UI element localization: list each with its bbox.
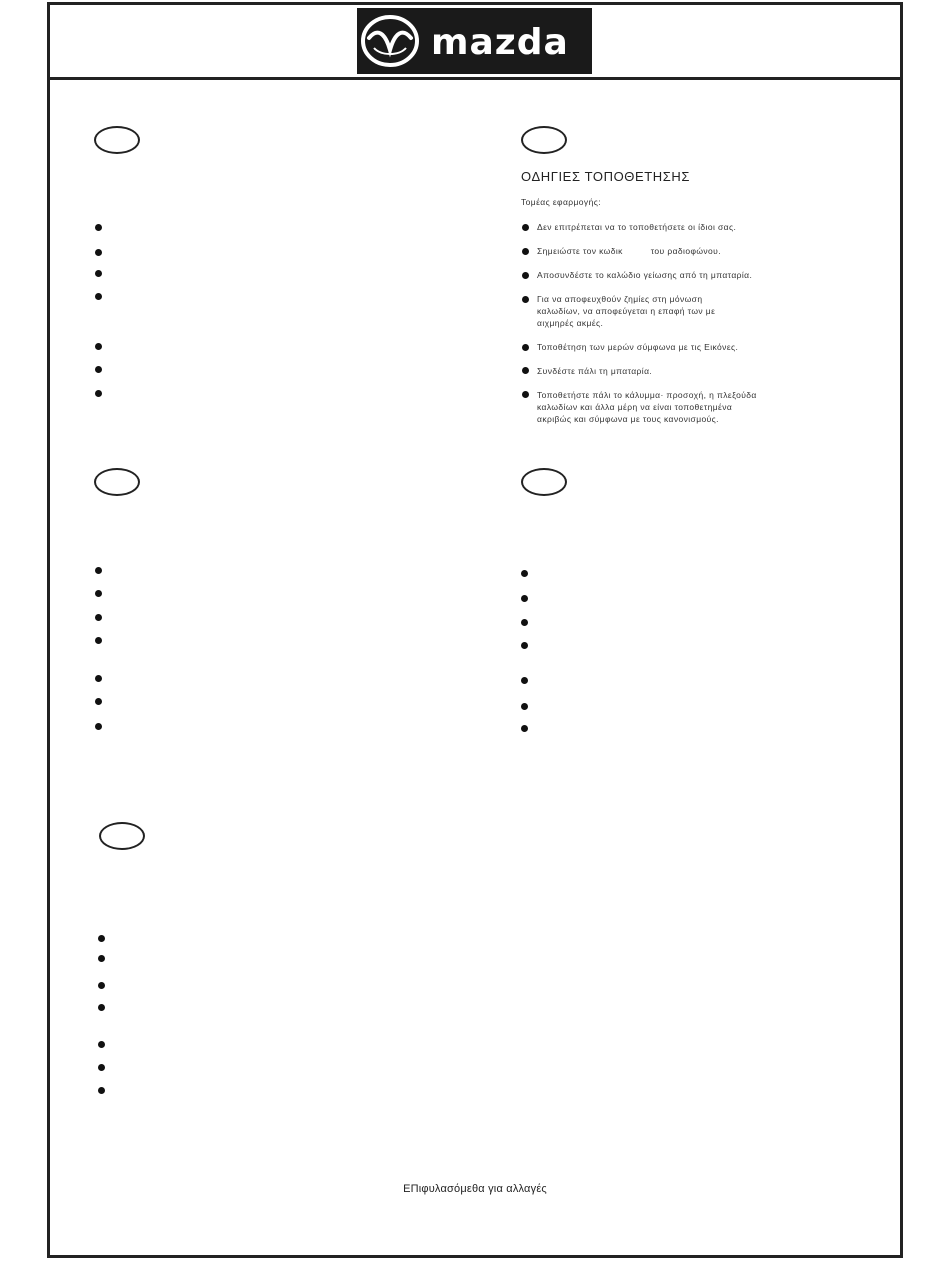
svg-text:mazda: mazda — [431, 22, 569, 63]
bullet-dot — [95, 723, 102, 730]
bullet-dot — [521, 595, 528, 602]
bullet-dot — [521, 677, 528, 684]
bullet-dot — [98, 1004, 105, 1011]
instructions-subtitle: Τομέας εφαρμογής: — [521, 197, 601, 207]
bullet-dot — [522, 367, 529, 374]
bullet-dot — [95, 675, 102, 682]
bullet-dot — [95, 270, 102, 277]
bullet-dot — [522, 296, 529, 303]
language-oval — [94, 126, 140, 154]
bullet-dot — [521, 570, 528, 577]
instruction-line: Για να αποφευχθούν ζημίες στη μόνωση — [537, 294, 703, 304]
instruction-item — [537, 293, 797, 329]
bullet-dot — [521, 703, 528, 710]
bullet-dot — [521, 619, 528, 626]
instruction-line: καλωδίων και άλλα μέρη να είναι τοποθετημένα — [537, 402, 733, 412]
page-frame — [47, 2, 903, 1258]
bullet-dot — [95, 590, 102, 597]
bullet-dot — [522, 248, 529, 255]
bullet-dot — [95, 249, 102, 256]
language-oval — [94, 468, 140, 496]
language-oval — [99, 822, 145, 850]
bullet-dot — [98, 1064, 105, 1071]
mazda-emblem-icon — [357, 8, 592, 74]
bullet-dot — [521, 725, 528, 732]
bullet-dot — [95, 343, 102, 350]
instruction-line: καλωδίων, να αποφεύγεται η επαφή των με — [537, 306, 716, 316]
bullet-dot — [95, 567, 102, 574]
bullet-dot — [98, 982, 105, 989]
instruction-item — [537, 245, 797, 257]
mazda-logo — [357, 8, 592, 74]
bullet-dot — [95, 614, 102, 621]
instruction-item-part: Σημειώστε τον κωδικ — [537, 246, 623, 256]
bullet-dot — [98, 935, 105, 942]
bullet-dot — [98, 1041, 105, 1048]
language-oval — [521, 468, 567, 496]
bullet-dot — [521, 642, 528, 649]
bullet-dot — [95, 698, 102, 705]
instruction-item: Δεν επιτρέπεται να το τοποθετήσετε οι ίδιοι σας. — [537, 222, 737, 232]
instruction-line: ακριβώς και σύμφωνα με τους κανονισμούς. — [537, 414, 719, 424]
bullet-dot — [522, 391, 529, 398]
instruction-item — [537, 389, 797, 425]
header-divider — [47, 77, 903, 80]
instruction-item: Συνδέστε πάλι τη μπαταρία. — [537, 366, 653, 376]
language-oval — [521, 126, 567, 154]
instruction-item: Τοποθέτηση των μερών σύμφωνα με τις Εικόνες. — [537, 342, 739, 352]
bullet-dot — [522, 272, 529, 279]
instruction-line: αιχμηρές ακμές. — [537, 318, 604, 328]
bullet-dot — [522, 344, 529, 351]
instruction-line: Τοποθετήστε πάλι το κάλυμμα· προσοχή, η πλεξούδα — [537, 390, 757, 400]
bullet-dot — [95, 366, 102, 373]
bullet-dot — [95, 224, 102, 231]
bullet-dot — [95, 293, 102, 300]
bullet-dot — [98, 955, 105, 962]
bullet-dot — [95, 637, 102, 644]
instructions-title: ΟΔΗΓΙΕΣ ΤΟΠΟΘΕΤΗΣΗΣ — [521, 169, 691, 184]
instruction-item: Αποσυνδέστε το καλώδιο γείωσης από τη μπαταρία. — [537, 270, 753, 280]
bullet-dot — [98, 1087, 105, 1094]
bullet-dot — [522, 224, 529, 231]
instruction-item-part: του ραδιοφώνου. — [650, 246, 721, 256]
footer-note: ΕΠιφυλασόμεθα για αλλαγές — [403, 1183, 547, 1195]
bullet-dot — [95, 390, 102, 397]
